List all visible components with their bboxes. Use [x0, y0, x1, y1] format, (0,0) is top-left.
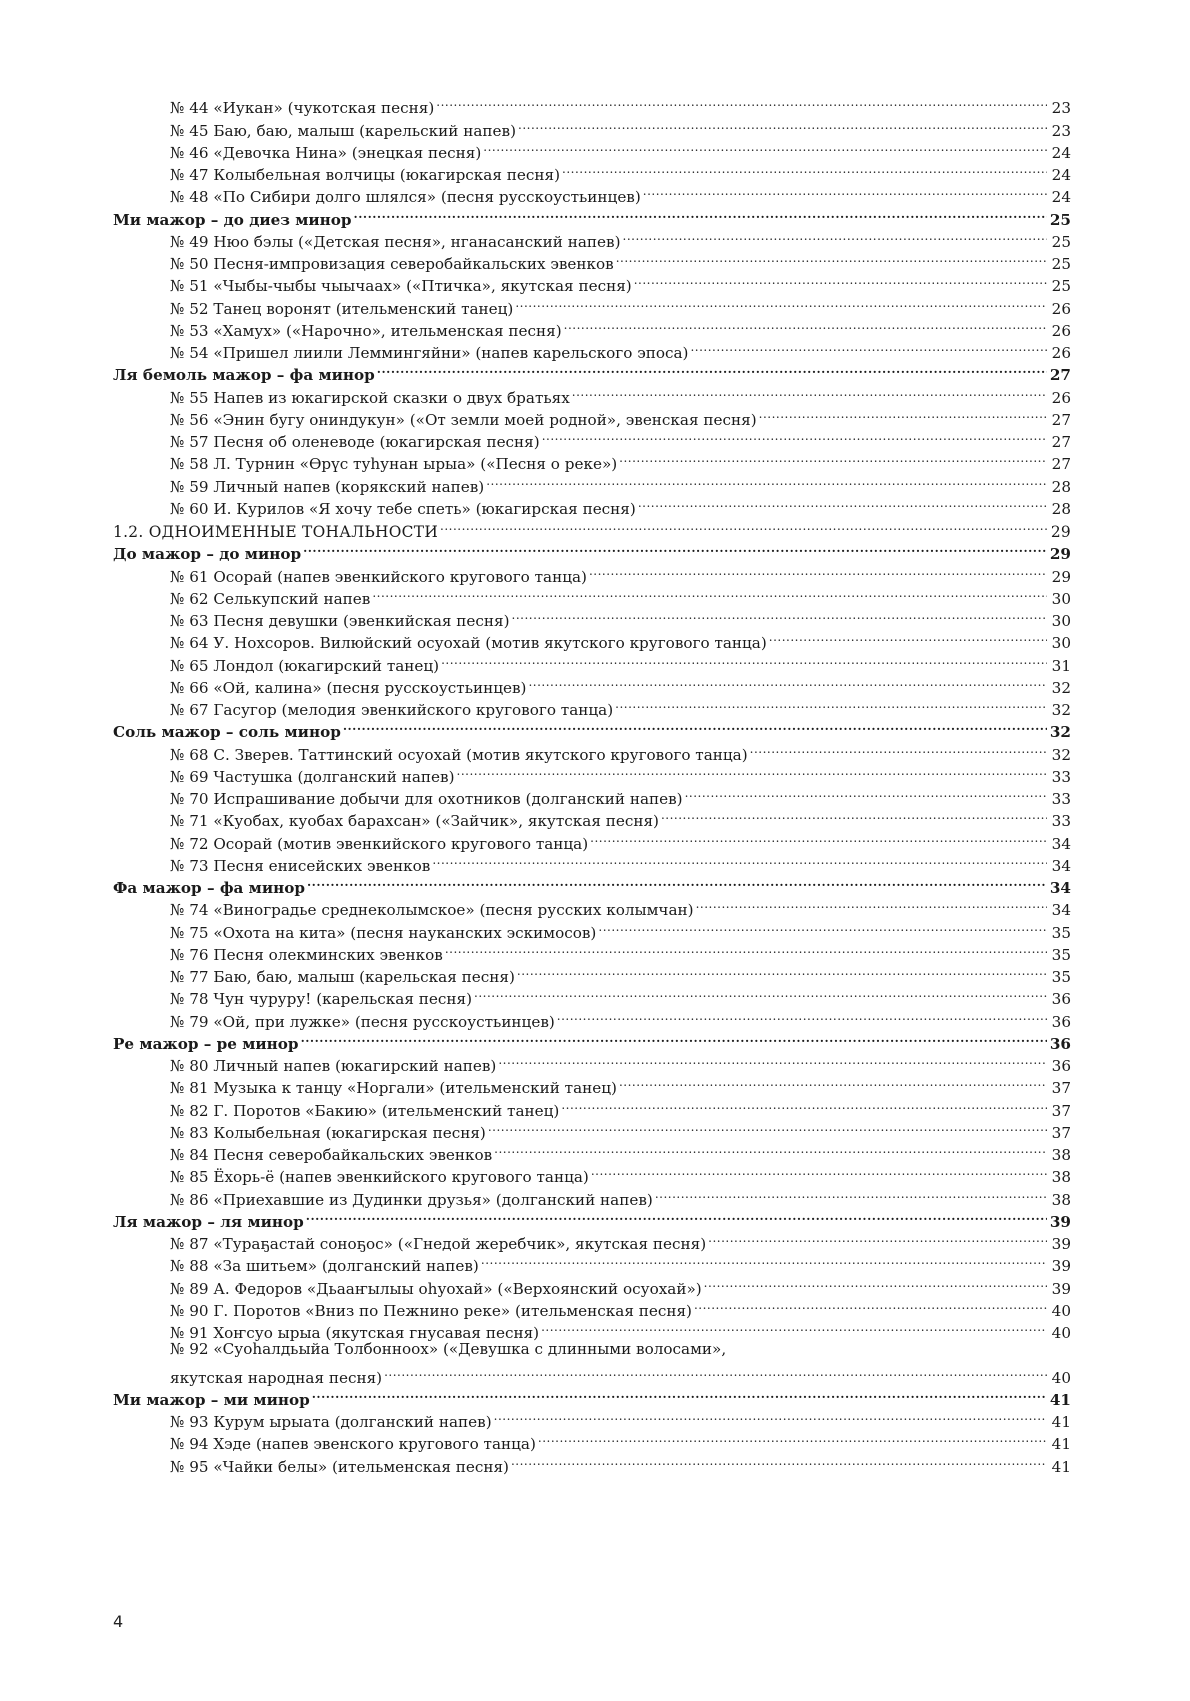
table-of-contents — [113, 91, 1071, 1476]
toc-entry-title: № 65 Лондол (юкагирский танец) — [170, 656, 440, 675]
toc-page-number: 35 — [1051, 968, 1071, 986]
toc-page-number: 23 — [1051, 99, 1071, 118]
dot-leader — [445, 938, 1047, 960]
toc-page-number: 31 — [1051, 656, 1071, 675]
toc-entry-title: № 77 Баю, баю, малыш (карельская песня) — [170, 968, 515, 986]
toc-page-number: 39 — [1049, 1212, 1071, 1231]
toc-page-number: 26 — [1051, 344, 1071, 362]
dot-leader — [704, 1271, 1047, 1293]
toc-entry — [113, 91, 1071, 118]
toc-page-number: 24 — [1051, 188, 1071, 207]
toc-entry-title: № 95 «Чайки белы» (ительменская песня) — [170, 1457, 509, 1476]
toc-entry-title: № 93 Курум ырыата (долганский напев) — [170, 1413, 492, 1431]
dot-leader — [517, 960, 1047, 982]
toc-page-number: 38 — [1051, 1168, 1071, 1187]
toc-entry — [113, 1360, 1071, 1387]
toc-page-number: 28 — [1051, 499, 1071, 518]
toc-entry-title: № 89 А. Федоров «Дьааҥылыы оһуохай» («Верхоянский осуохай») — [170, 1279, 702, 1298]
toc-page-number: 24 — [1051, 166, 1071, 184]
toc-page-number: 33 — [1051, 812, 1071, 831]
dot-leader — [494, 1405, 1047, 1427]
toc-page-number: 32 — [1051, 745, 1071, 764]
toc-entry-title: № 73 Песня енисейских эвенков — [170, 856, 431, 875]
dot-leader — [690, 336, 1047, 358]
toc-page-number: 26 — [1051, 388, 1071, 407]
dot-leader — [372, 582, 1047, 604]
toc-entry-title: № 90 Г. Поротов «Вниз по Пежнино реке» (ительменская песня) — [170, 1301, 692, 1320]
toc-entry-title: № 54 «Пришел лиили Леммингяйни» (напев карельского эпоса) — [170, 344, 689, 362]
dot-leader — [638, 492, 1047, 514]
dot-leader — [301, 1027, 1047, 1049]
toc-entry-title: № 50 Песня-импровизация северобайкальских эвенков — [170, 255, 614, 273]
toc-entry-title: № 91 Хоҥсуо ырыа (якутская гнусавая песня) — [170, 1324, 540, 1342]
toc-page-number: 29 — [1051, 567, 1071, 586]
dot-leader — [494, 1138, 1047, 1160]
toc-entry-title: № 86 «Приехавшие из Дудинки друзья» (долганский напев) — [170, 1190, 653, 1209]
dot-leader — [343, 715, 1047, 737]
dot-leader — [557, 1004, 1047, 1026]
toc-page-number: 30 — [1051, 634, 1071, 653]
dot-leader — [655, 1182, 1047, 1204]
dot-leader — [598, 915, 1047, 937]
toc-page-number: 34 — [1051, 856, 1071, 875]
dot-leader — [564, 314, 1047, 336]
dot-leader — [432, 849, 1047, 871]
toc-page-number: 33 — [1051, 767, 1071, 786]
toc-page-number: 34 — [1051, 901, 1071, 920]
toc-entry-title: № 47 Колыбельная волчицы (юкагирская песня) — [170, 166, 561, 184]
dot-leader — [615, 693, 1047, 715]
toc-entry-title: № 58 Л. Турнин «Өрүс туһунан ырыа» («Песня о реке») — [170, 455, 618, 474]
toc-entry-title: Ми мажор – ми минор — [113, 1390, 310, 1409]
toc-entry-title: № 88 «За шитьем» (долганский напев) — [170, 1257, 479, 1276]
toc-entry-title: № 85 Ёхорь-ё (напев эвенкийского кругового танца) — [170, 1168, 589, 1187]
toc-entry-title: Соль мажор – соль минор — [113, 723, 341, 742]
toc-page-number: 27 — [1051, 410, 1071, 429]
dot-leader — [750, 737, 1047, 759]
toc-entry-title: № 55 Напев из юкагирской сказки о двух братьях — [170, 388, 570, 407]
toc-page-number: 27 — [1051, 433, 1071, 451]
dot-leader — [515, 291, 1047, 313]
toc-entry-title: Фа мажор – фа минор — [113, 879, 305, 897]
toc-entry-title: № 49 Нюо бэлы («Детская песня», нганасанский напев) — [170, 232, 621, 251]
dot-leader — [708, 1227, 1047, 1249]
toc-page-number: 35 — [1051, 923, 1071, 942]
dot-leader — [488, 1116, 1047, 1138]
toc-page-number: 24 — [1051, 143, 1071, 162]
toc-entry-title: № 75 «Охота на кита» (песня науканских эскимосов) — [170, 923, 597, 942]
toc-page-number: 39 — [1051, 1257, 1071, 1276]
dot-leader — [511, 1449, 1047, 1471]
dot-leader — [384, 1360, 1047, 1382]
dot-leader — [616, 247, 1047, 269]
toc-page-number: 38 — [1051, 1190, 1071, 1209]
toc-entry-title: Ми мажор – до диез минор — [113, 210, 352, 229]
dot-leader — [590, 826, 1047, 848]
dot-leader — [661, 804, 1047, 826]
toc-entry-title: № 51 «Чыбы-чыбы чыычаах» («Птичка», якутская песня) — [170, 277, 632, 296]
toc-page-number: 40 — [1051, 1324, 1071, 1342]
toc-entry-title: № 53 «Хамух» («Нарочно», ительменская песня) — [170, 321, 562, 340]
toc-page-number: 40 — [1051, 1301, 1071, 1320]
toc-page-number: 25 — [1051, 277, 1071, 296]
dot-leader — [436, 91, 1047, 113]
dot-leader — [561, 1093, 1047, 1115]
dot-leader — [518, 113, 1047, 135]
toc-entry-title: До мажор – до минор — [113, 545, 302, 564]
toc-entry-title: № 45 Баю, баю, малыш (карельский напев) — [170, 121, 517, 140]
dot-leader — [562, 158, 1047, 180]
dot-leader — [696, 893, 1047, 915]
toc-page-number: 36 — [1051, 1012, 1071, 1031]
dot-leader — [481, 1249, 1047, 1271]
toc-entry-title: № 87 «Тураҕастай соноҕос» («Гнедой жеребчик», якутская песня) — [170, 1235, 707, 1253]
dot-leader — [377, 358, 1047, 380]
dot-leader — [312, 1383, 1047, 1405]
toc-page-number: 41 — [1051, 1457, 1071, 1476]
toc-entry-title: № 52 Танец воронят (ительменский танец) — [170, 299, 514, 318]
dot-leader — [528, 671, 1047, 693]
dot-leader — [623, 225, 1047, 247]
toc-entry-title: Ля бемоль мажор – фа минор — [113, 366, 375, 385]
toc-entry-title: № 76 Песня олекминских эвенков — [170, 945, 443, 964]
dot-leader — [542, 425, 1047, 447]
toc-page-number: 37 — [1051, 1123, 1071, 1142]
toc-page-number: 30 — [1051, 612, 1071, 630]
toc-entry-title: № 94 Хэде (напев эвенского кругового танца) — [170, 1435, 536, 1454]
toc-entry-title: № 81 Музыка к танцу «Норгали» (ительменский танец) — [170, 1079, 617, 1098]
dot-leader — [589, 559, 1047, 581]
toc-entry-title: № 62 Селькупский напев — [170, 589, 371, 608]
toc-page-number: 37 — [1051, 1079, 1071, 1098]
dot-leader — [303, 537, 1047, 559]
toc-entry-title: № 70 Испрашивание добычи для охотников (долганский напев) — [170, 790, 683, 808]
toc-entry-title: № 92 «Суоһалдьыйа Толбонноох» («Девушка с длинными волосами», — [170, 1340, 727, 1358]
dot-leader — [457, 760, 1047, 782]
toc-page-number: 39 — [1051, 1235, 1071, 1253]
toc-page-number: 27 — [1051, 455, 1071, 474]
toc-page-number: 40 — [1051, 1368, 1071, 1387]
dot-leader — [306, 1205, 1047, 1227]
dot-leader — [634, 269, 1047, 291]
toc-page-number: 25 — [1051, 232, 1071, 251]
dot-leader — [512, 604, 1047, 626]
toc-entry-title: якутская народная песня) — [170, 1368, 383, 1387]
dot-leader — [441, 648, 1047, 670]
dot-leader — [486, 469, 1047, 491]
toc-entry-title: № 67 Гасугор (мелодия эвенкийского кругового танца) — [170, 701, 614, 719]
toc-entry-title: № 61 Осорай (напев эвенкийского кругового танца) — [170, 567, 587, 586]
toc-entry-title: № 66 «Ой, калина» (песня русскоустьинцев) — [170, 678, 527, 697]
toc-entry-title: № 74 «Виноградье среднеколымское» (песня русских колымчан) — [170, 901, 694, 920]
toc-entry-title: № 64 У. Нохсоров. Вилюйский осуохай (мотив якутского кругового танца) — [170, 634, 767, 653]
toc-entry-title: № 78 Чун чуруру! (карельская песня) — [170, 990, 473, 1009]
toc-entry-title: № 46 «Девочка Нина» (энецкая песня) — [170, 143, 482, 162]
dot-leader — [591, 1160, 1047, 1182]
dot-leader — [619, 1071, 1047, 1093]
toc-entry-title: № 44 «Иукан» (чукотская песня) — [170, 99, 435, 118]
dot-leader — [685, 782, 1047, 804]
toc-entry-title: № 80 Личный напев (юкагирский напев) — [170, 1057, 497, 1075]
toc-entry-title: № 84 Песня северобайкальских эвенков — [170, 1146, 493, 1164]
toc-page-number: 39 — [1051, 1279, 1071, 1298]
dot-leader — [619, 447, 1047, 469]
toc-entry-title: № 57 Песня об оленеводе (юкагирская песня) — [170, 433, 540, 451]
toc-page-number: 32 — [1051, 678, 1071, 697]
toc-entry-title: № 56 «Энин бугу ониндукун» («От земли моей родной», эвенская песня) — [170, 410, 757, 429]
dot-leader — [498, 1049, 1047, 1071]
dot-leader — [769, 626, 1047, 648]
dot-leader — [440, 515, 1047, 537]
toc-page-number: 37 — [1051, 1101, 1071, 1120]
toc-entry — [113, 1338, 1071, 1360]
dot-leader — [307, 871, 1047, 893]
toc-page-number: 29 — [1050, 523, 1071, 541]
dot-leader — [354, 202, 1047, 224]
toc-page-number: 29 — [1049, 545, 1071, 564]
toc-entry-title: № 69 Частушка (долганский напев) — [170, 767, 455, 786]
dot-leader — [694, 1294, 1047, 1316]
toc-page-number: 36 — [1051, 990, 1071, 1009]
toc-page-number: 23 — [1051, 121, 1071, 140]
toc-page-number: 41 — [1049, 1390, 1071, 1409]
toc-page-number: 36 — [1051, 1057, 1071, 1075]
dot-leader — [541, 1316, 1047, 1338]
toc-page-number: 30 — [1051, 589, 1071, 608]
toc-page-number: 28 — [1051, 477, 1071, 496]
toc-page-number: 32 — [1049, 723, 1071, 742]
toc-page-number: 27 — [1049, 366, 1071, 385]
toc-page-number: 34 — [1049, 879, 1071, 897]
toc-page-number: 25 — [1051, 255, 1071, 273]
toc-page-number: 35 — [1051, 945, 1071, 964]
toc-entry-title: № 71 «Куобах, куобах барахсан» («Зайчик», якутская песня) — [170, 812, 659, 831]
toc-entry-title: № 48 «По Сибири долго шлялся» (песня русскоустьинцев) — [170, 188, 641, 207]
toc-page-number: 26 — [1051, 299, 1071, 318]
toc-entry-title: № 79 «Ой, при лужке» (песня русскоустьинцев) — [170, 1012, 555, 1031]
dot-leader — [759, 403, 1047, 425]
page-number: 4 — [113, 1612, 124, 1631]
toc-page-number: 32 — [1051, 701, 1071, 719]
toc-entry-title: № 59 Личный напев (корякский напев) — [170, 477, 485, 496]
dot-leader — [643, 180, 1047, 202]
toc-entry-title: 1.2. ОДНОИМЕННЫЕ ТОНАЛЬНОСТИ — [113, 523, 439, 541]
dot-leader — [483, 136, 1047, 158]
toc-entry-title: Ре мажор – ре минор — [113, 1034, 299, 1053]
toc-entry-title: № 82 Г. Поротов «Бакию» (ительменский танец) — [170, 1101, 560, 1120]
toc-entry-title: № 63 Песня девушки (эвенкийская песня) — [170, 612, 510, 630]
toc-page-number: 41 — [1051, 1413, 1071, 1431]
toc-page-number: 41 — [1051, 1435, 1071, 1454]
dot-leader — [572, 380, 1047, 402]
toc-page-number: 25 — [1049, 210, 1071, 229]
toc-entry-title: № 72 Осорай (мотив эвенкийского кругового танца) — [170, 834, 589, 853]
toc-entry-title: № 68 С. Зверев. Таттинский осуохай (мотив якутского кругового танца) — [170, 745, 748, 764]
toc-entry-title: Ля мажор – ля минор — [113, 1212, 304, 1231]
toc-entry-title: № 60 И. Курилов «Я хочу тебе спеть» (юкагирская песня) — [170, 499, 636, 518]
toc-page-number: 36 — [1049, 1034, 1071, 1053]
toc-page-number: 38 — [1051, 1146, 1071, 1164]
toc-entry-title: № 83 Колыбельная (юкагирская песня) — [170, 1123, 486, 1142]
dot-leader — [538, 1427, 1047, 1449]
toc-page-number: 26 — [1051, 321, 1071, 340]
toc-page-number: 34 — [1051, 834, 1071, 853]
dot-leader — [474, 982, 1047, 1004]
toc-page-number: 33 — [1051, 790, 1071, 808]
